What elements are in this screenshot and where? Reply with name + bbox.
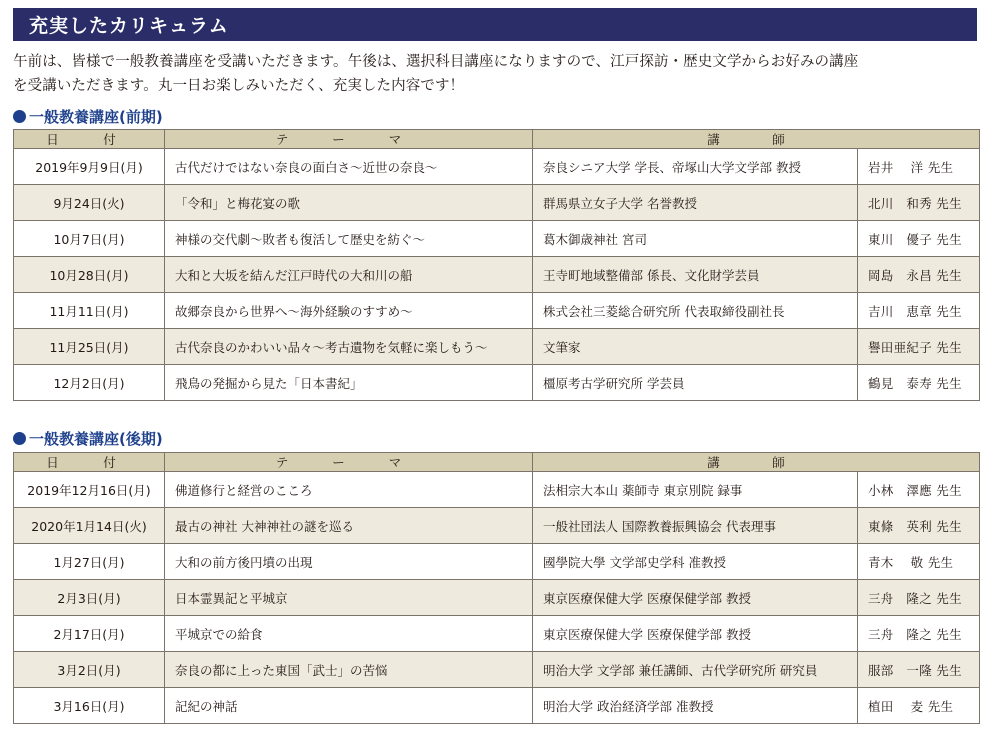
- lecture-date: 9月24日(火): [14, 185, 165, 221]
- lecture-theme: 佛道修行と経営のこころ: [165, 472, 533, 508]
- table-row: [14, 185, 980, 221]
- lecture-date: 11月25日(月): [14, 329, 165, 365]
- lecture-date: 2月17日(月): [14, 616, 165, 652]
- table-row: [14, 257, 980, 293]
- table-row: [14, 221, 980, 257]
- table-row: [14, 580, 980, 616]
- lecture-theme: 古代だけではない奈良の面白さ～近世の奈良～: [165, 149, 533, 185]
- lecture-theme: 「令和」と梅花宴の歌: [165, 185, 533, 221]
- lecturer-name: 北川 和秀 先生: [858, 185, 980, 221]
- column-header-teacher: 講 師: [533, 453, 980, 472]
- lecture-date: 12月2日(月): [14, 365, 165, 401]
- lecture-theme: 神様の交代劇～敗者も復活して歴史を紡ぐ～: [165, 221, 533, 257]
- lecture-theme: 記紀の神話: [165, 688, 533, 724]
- table-row: [14, 149, 980, 185]
- lecturer-name: 小林 澤應 先生: [858, 472, 980, 508]
- lecturer-name: 服部 一隆 先生: [858, 652, 980, 688]
- lecturer-name: 岡島 永昌 先生: [858, 257, 980, 293]
- lecture-date: 2月3日(月): [14, 580, 165, 616]
- lecturer-affiliation: 一般社団法人 国際教養振興協会 代表理事: [533, 508, 858, 544]
- table-row: [14, 293, 980, 329]
- lecturer-affiliation: 橿原考古学研究所 学芸員: [533, 365, 858, 401]
- lecturer-affiliation: 國學院大學 文学部史学科 准教授: [533, 544, 858, 580]
- lecture-date: 11月11日(月): [14, 293, 165, 329]
- table-row: [14, 508, 980, 544]
- lecture-date: 3月16日(月): [14, 688, 165, 724]
- lecturer-affiliation: 奈良シニア大学 学長、帝塚山大学文学部 教授: [533, 149, 858, 185]
- lecturer-name: 鶴見 泰寿 先生: [858, 365, 980, 401]
- column-header-teacher: 講 師: [533, 130, 980, 149]
- lecture-date: 2020年1月14日(火): [14, 508, 165, 544]
- bullet-dot-icon: [13, 432, 26, 445]
- lecture-date: 1月27日(月): [14, 544, 165, 580]
- lecture-theme: 大和と大坂を結んだ江戸時代の大和川の船: [165, 257, 533, 293]
- lecturer-affiliation: 明治大学 文学部 兼任講師、古代学研究所 研究員: [533, 652, 858, 688]
- table-row: [14, 329, 980, 365]
- lecture-theme: 奈良の都に上った東国「武士」の苦悩: [165, 652, 533, 688]
- lecturer-name: 三舟 隆之 先生: [858, 616, 980, 652]
- bullet-dot-icon: [13, 110, 26, 123]
- table-row: [14, 544, 980, 580]
- table-row: [14, 688, 980, 724]
- lecturer-affiliation: 文筆家: [533, 329, 858, 365]
- table-header-row: [14, 453, 980, 472]
- lecture-date: 10月28日(月): [14, 257, 165, 293]
- lecture-date: 3月2日(月): [14, 652, 165, 688]
- lecturer-name: 植田 麦 先生: [858, 688, 980, 724]
- lecturer-name: 岩井 洋 先生: [858, 149, 980, 185]
- lecture-date: 2019年12月16日(月): [14, 472, 165, 508]
- section-heading-first-term: [13, 106, 163, 127]
- intro-text: [13, 50, 988, 98]
- table-row: [14, 616, 980, 652]
- lecturer-affiliation: 東京医療保健大学 医療保健学部 教授: [533, 616, 858, 652]
- section-heading-second-term: [13, 428, 163, 449]
- lecturer-name: 青木 敬 先生: [858, 544, 980, 580]
- intro-line-1: 午前は、皆様で一般教養講座を受講いただきます。午後は、選択科目講座になりますので、江戸探訪・歴史文学からお好みの講座: [13, 54, 859, 70]
- lecturer-affiliation: 法相宗大本山 薬師寺 東京別院 録事: [533, 472, 858, 508]
- lecturer-name: 吉川 恵章 先生: [858, 293, 980, 329]
- lecturer-name: 東川 優子 先生: [858, 221, 980, 257]
- column-header-date: 日 付: [14, 130, 165, 149]
- lecturer-affiliation: 明治大学 政治経済学部 准教授: [533, 688, 858, 724]
- page-title: 充実したカリキュラム: [29, 15, 229, 37]
- lecturer-affiliation: 群馬県立女子大学 名誉教授: [533, 185, 858, 221]
- lecture-theme: 最古の神社 大神神社の謎を巡る: [165, 508, 533, 544]
- lecturer-affiliation: 王寺町地域整備部 係長、文化財学芸員: [533, 257, 858, 293]
- lecturer-affiliation: 東京医療保健大学 医療保健学部 教授: [533, 580, 858, 616]
- table-row: [14, 472, 980, 508]
- lecture-theme: 日本霊異記と平城京: [165, 580, 533, 616]
- column-header-theme: テ ー マ: [165, 130, 533, 149]
- lecturer-affiliation: 株式会社三菱総合研究所 代表取締役副社長: [533, 293, 858, 329]
- column-header-date: 日 付: [14, 453, 165, 472]
- column-header-theme: テ ー マ: [165, 453, 533, 472]
- lecturer-affiliation: 葛木御歳神社 宮司: [533, 221, 858, 257]
- table-row: [14, 652, 980, 688]
- lecture-theme: 大和の前方後円墳の出現: [165, 544, 533, 580]
- lecture-date: 10月7日(月): [14, 221, 165, 257]
- lecture-theme: 平城京での給食: [165, 616, 533, 652]
- section-title: 一般教養講座(後期): [29, 430, 163, 448]
- lecture-date: 2019年9月9日(月): [14, 149, 165, 185]
- lecturer-name: 譽田亜紀子 先生: [858, 329, 980, 365]
- title-banner: [13, 8, 977, 41]
- table-row: [14, 365, 980, 401]
- lecturer-name: 東條 英利 先生: [858, 508, 980, 544]
- lecture-theme: 飛鳥の発掘から見た「日本書紀」: [165, 365, 533, 401]
- curriculum-table-first-term: [13, 129, 980, 401]
- section-title: 一般教養講座(前期): [29, 108, 163, 126]
- lecture-theme: 古代奈良のかわいい品々～考古遺物を気軽に楽しもう～: [165, 329, 533, 365]
- lecture-theme: 故郷奈良から世界へ～海外経験のすすめ～: [165, 293, 533, 329]
- intro-line-2: を受講いただきます。丸一日お楽しみいただく、充実した内容です！: [13, 78, 465, 94]
- table-header-row: [14, 130, 980, 149]
- lecturer-name: 三舟 隆之 先生: [858, 580, 980, 616]
- curriculum-table-second-term: [13, 452, 980, 724]
